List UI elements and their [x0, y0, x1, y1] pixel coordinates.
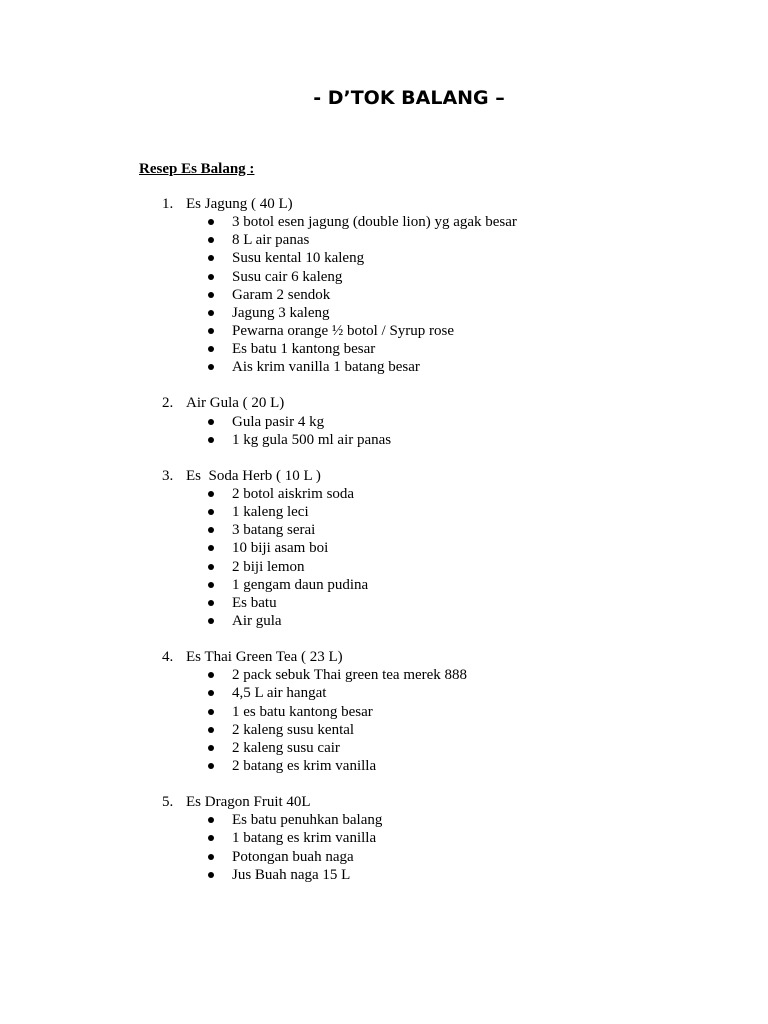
- ingredient-item: [0, 322, 768, 340]
- recipe-section: [0, 394, 768, 448]
- ingredient-item: [0, 811, 768, 829]
- bullet-icon: [208, 600, 214, 606]
- bullet-icon: [208, 274, 214, 280]
- ingredient-text: 2 biji lemon: [232, 558, 305, 575]
- ingredient-text: Gula pasir 4 kg: [232, 413, 325, 430]
- ingredient-text: 2 kaleng susu cair: [232, 739, 340, 756]
- ingredient-text: 1 gengam daun pudina: [232, 576, 369, 593]
- ingredient-list: [0, 811, 768, 884]
- recipe-list: [0, 195, 768, 902]
- bullet-icon: [208, 582, 214, 588]
- ingredient-text: 4,5 L air hangat: [232, 685, 327, 702]
- bullet-icon: [208, 509, 214, 515]
- ingredient-item: [0, 286, 768, 304]
- recipe-heading: [0, 467, 768, 485]
- recipe-name: Es Jagung ( 40 L): [186, 196, 293, 212]
- bullet-icon: [208, 527, 214, 533]
- recipe-heading: [0, 793, 768, 811]
- bullet-icon: [208, 237, 214, 243]
- ingredient-text: 2 batang es krim vanilla: [232, 757, 377, 774]
- ingredient-item: [0, 268, 768, 286]
- bullet-icon: [208, 690, 214, 696]
- bullet-icon: [208, 618, 214, 624]
- ingredient-text: Jagung 3 kaleng: [232, 304, 330, 321]
- bullet-icon: [208, 419, 214, 425]
- recipe-heading: [0, 394, 768, 412]
- ingredient-item: [0, 594, 768, 612]
- bullet-icon: [208, 292, 214, 298]
- bullet-icon: [208, 545, 214, 551]
- bullet-icon: [208, 835, 214, 841]
- recipe-number: 1.: [162, 196, 174, 212]
- ingredient-item: [0, 521, 768, 539]
- ingredient-text: 3 batang serai: [232, 522, 316, 539]
- ingredient-list: [0, 413, 768, 449]
- ingredient-text: 1 batang es krim vanilla: [232, 830, 377, 847]
- ingredient-text: Pewarna orange ½ botol / Syrup rose: [232, 322, 455, 339]
- document-subtitle: Resep Es Balang :: [139, 161, 255, 177]
- ingredient-text: Es batu penuhkan balang: [232, 812, 383, 829]
- ingredient-text: 8 L air panas: [232, 232, 310, 249]
- ingredient-list: [0, 213, 768, 376]
- bullet-icon: [208, 346, 214, 352]
- recipe-heading: [0, 648, 768, 666]
- bullet-icon: [208, 564, 214, 570]
- ingredient-text: Susu kental 10 kaleng: [232, 250, 365, 267]
- ingredient-text: 10 biji asam boi: [232, 540, 329, 557]
- ingredient-item: [0, 866, 768, 884]
- ingredient-text: Es batu: [232, 594, 277, 611]
- bullet-icon: [208, 763, 214, 769]
- ingredient-item: [0, 539, 768, 557]
- bullet-icon: [208, 328, 214, 334]
- bullet-icon: [208, 854, 214, 860]
- bullet-icon: [208, 437, 214, 443]
- ingredient-item: [0, 703, 768, 721]
- recipe-section: [0, 195, 768, 376]
- ingredient-text: 2 botol aiskrim soda: [232, 485, 355, 502]
- ingredient-item: [0, 612, 768, 630]
- bullet-icon: [208, 745, 214, 751]
- ingredient-text: Potongan buah naga: [232, 848, 354, 865]
- recipe-name: Es Soda Herb ( 10 L ): [186, 467, 321, 484]
- recipe-name: Air Gula ( 20 L): [186, 395, 285, 412]
- recipe-number: 3.: [162, 467, 174, 484]
- ingredient-list: [0, 485, 768, 630]
- ingredient-item: [0, 829, 768, 847]
- ingredient-item: [0, 848, 768, 866]
- ingredient-item: [0, 739, 768, 757]
- ingredient-text: Air gula: [232, 612, 282, 629]
- recipe-name: Es Dragon Fruit 40L: [186, 794, 311, 811]
- recipe-name: Es Thai Green Tea ( 23 L): [186, 649, 343, 666]
- recipe-section: [0, 793, 768, 884]
- recipe-number: 2.: [162, 395, 174, 412]
- bullet-icon: [208, 727, 214, 733]
- ingredient-text: 2 kaleng susu kental: [232, 721, 355, 738]
- ingredient-text: Es batu 1 kantong besar: [232, 341, 376, 358]
- ingredient-item: [0, 413, 768, 431]
- bullet-icon: [208, 310, 214, 316]
- bullet-icon: [208, 709, 214, 715]
- recipe-number: 4.: [162, 649, 174, 666]
- bullet-icon: [208, 872, 214, 878]
- ingredient-text: 1 es batu kantong besar: [232, 703, 373, 720]
- bullet-icon: [208, 491, 214, 497]
- recipe-section: [0, 648, 768, 775]
- ingredient-text: 2 pack sebuk Thai green tea merek 888: [232, 667, 468, 684]
- ingredient-text: Jus Buah naga 15 L: [232, 866, 351, 883]
- ingredient-item: [0, 666, 768, 684]
- ingredient-list: [0, 666, 768, 775]
- ingredient-text: Susu cair 6 kaleng: [232, 268, 343, 285]
- ingredient-item: [0, 558, 768, 576]
- bullet-icon: [208, 255, 214, 261]
- bullet-icon: [208, 219, 214, 225]
- ingredient-item: [0, 213, 768, 231]
- ingredient-text: 1 kaleng leci: [232, 504, 309, 521]
- recipe-number: 5.: [162, 794, 174, 811]
- ingredient-item: [0, 431, 768, 449]
- ingredient-text: Ais krim vanilla 1 batang besar: [232, 359, 420, 376]
- recipe-section: [0, 467, 768, 630]
- ingredient-item: [0, 503, 768, 521]
- ingredient-item: [0, 231, 768, 249]
- bullet-icon: [208, 817, 214, 823]
- ingredient-item: [0, 684, 768, 702]
- ingredient-text: Garam 2 sendok: [232, 286, 331, 303]
- ingredient-item: [0, 721, 768, 739]
- ingredient-item: [0, 304, 768, 322]
- ingredient-text: 1 kg gula 500 ml air panas: [232, 431, 392, 448]
- bullet-icon: [208, 672, 214, 678]
- ingredient-item: [0, 249, 768, 267]
- ingredient-item: [0, 358, 768, 376]
- ingredient-item: [0, 485, 768, 503]
- ingredient-item: [0, 340, 768, 358]
- ingredient-item: [0, 757, 768, 775]
- ingredient-text: 3 botol esen jagung (double lion) yg agak besar: [232, 214, 517, 231]
- document-title: - D’TOK BALANG –: [313, 87, 505, 109]
- recipe-heading: [0, 195, 768, 213]
- bullet-icon: [208, 364, 214, 370]
- ingredient-item: [0, 576, 768, 594]
